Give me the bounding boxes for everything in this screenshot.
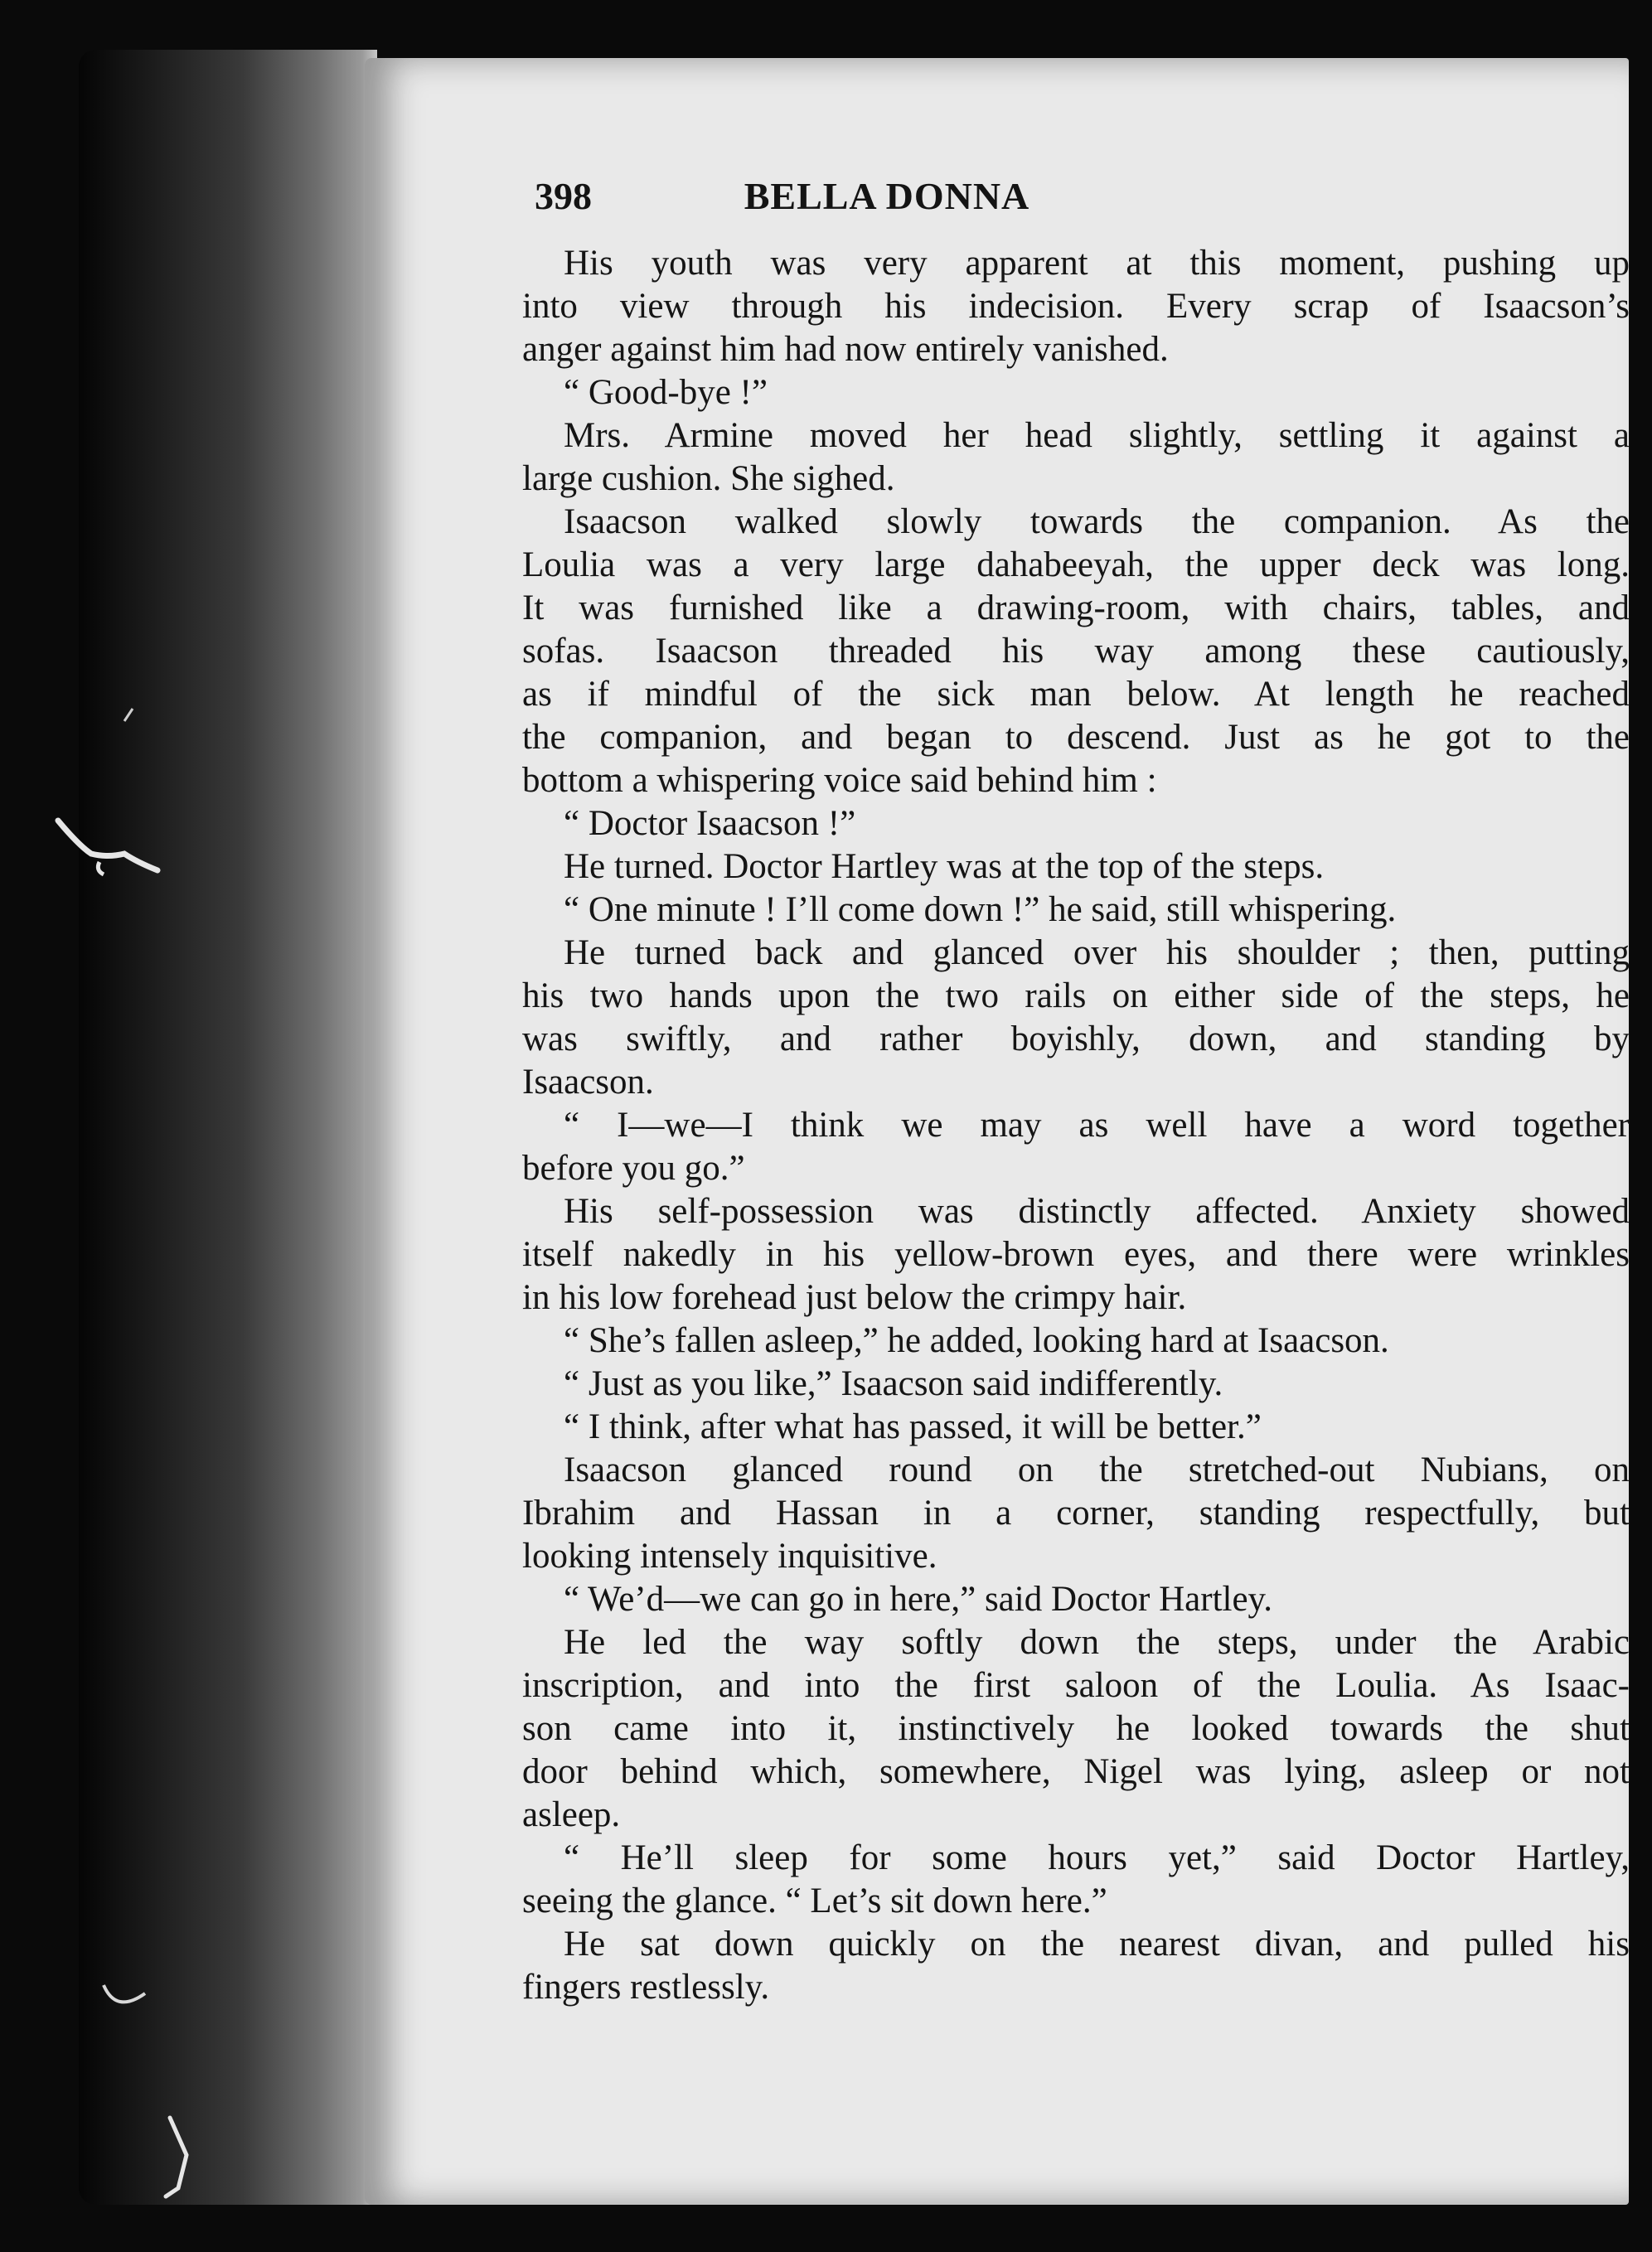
text-line: “ She’s fallen asleep,” he added, looking hard at Isaacson.: [564, 1321, 1389, 1360]
text-line: “ He’ll sleep for some hours yet,” said Doctor Hartley,: [564, 1838, 1630, 1877]
text-line: Isaacson.: [522, 1063, 654, 1102]
text-line: fingers restlessly.: [522, 1968, 770, 2007]
text-line: seeing the glance. “ Let’s sit down here.”: [522, 1882, 1107, 1920]
text-line: his two hands upon the two rails on either side of the steps, he: [522, 976, 1630, 1015]
text-line: bottom a whispering voice said behind him :: [522, 761, 1157, 800]
text-line: looking intensely inquisitive.: [522, 1537, 937, 1576]
text-line: inscription, and into the first saloon of the Loulia. As Isaac-: [522, 1666, 1630, 1705]
ink-smudge: [124, 709, 133, 721]
text-line: Isaacson glanced round on the stretched-out Nubians, on: [564, 1450, 1630, 1489]
text-line: “ I think, after what has passed, it will be better.”: [564, 1407, 1262, 1446]
ink-smudge: [104, 1985, 145, 2002]
text-line: He turned. Doctor Hartley was at the top of the steps.: [564, 847, 1325, 886]
running-title: BELLA DONNA: [744, 175, 1030, 217]
text-line: He sat down quickly on the nearest divan, and pulled his: [564, 1925, 1630, 1964]
text-line: sofas. Isaacson threaded his way among these cautiously,: [522, 632, 1630, 671]
text-line: the companion, and began to descend. Just as he got to the: [522, 718, 1630, 757]
text-line: “ Doctor Isaacson !”: [564, 804, 856, 843]
ink-smudge: [166, 2118, 187, 2196]
text-line: as if mindful of the sick man below. At length he reached: [522, 675, 1630, 714]
text-line: He turned back and glanced over his shoulder ; then, putting: [564, 933, 1630, 972]
text-line: Isaacson walked slowly towards the companion. As the: [564, 502, 1630, 541]
body-text: [522, 242, 1630, 2009]
text-line: Ibrahim and Hassan in a corner, standing respectfully, but: [522, 1494, 1630, 1533]
text-line: “ Good-bye !”: [564, 373, 768, 412]
text-line: son came into it, instinctively he looked towards the shut: [522, 1709, 1630, 1748]
text-line: “ We’d—we can go in here,” said Doctor Hartley.: [564, 1580, 1273, 1619]
text-line: His youth was very apparent at this moment, pushing up: [564, 244, 1630, 283]
text-line: It was furnished like a drawing-room, with chairs, tables, and: [522, 588, 1630, 627]
ink-smudge: [58, 821, 157, 870]
text-line: itself nakedly in his yellow-brown eyes, and there were wrinkles: [522, 1235, 1630, 1274]
text-line: “ Just as you like,” Isaacson said indifferently.: [564, 1364, 1223, 1403]
text-line: “ One minute ! I’ll come down !” he said, still whispering.: [564, 890, 1397, 929]
text-line: before you go.”: [522, 1149, 745, 1188]
text-line: in his low forehead just below the crimpy hair.: [522, 1278, 1187, 1317]
text-line: He led the way softly down the steps, under the Arabic: [564, 1623, 1630, 1662]
text-line: anger against him had now entirely vanished.: [522, 330, 1169, 369]
text-line: “ I—we—I think we may as well have a word together: [564, 1106, 1630, 1145]
text-line: into view through his indecision. Every scrap of Isaacson’s: [522, 287, 1630, 326]
text-line: large cushion. She sighed.: [522, 459, 895, 498]
page-number: 398: [535, 175, 592, 217]
text-line: asleep.: [522, 1795, 621, 1834]
text-line: Mrs. Armine moved her head slightly, settling it against a: [564, 416, 1630, 455]
text-line: was swiftly, and rather boyishly, down, and standing by: [522, 1019, 1630, 1058]
text-line: door behind which, somewhere, Nigel was lying, asleep or not: [522, 1752, 1630, 1791]
text-line: His self-possession was distinctly affected. Anxiety showed: [564, 1192, 1630, 1231]
ink-smudge: [98, 862, 104, 874]
page-header: [535, 174, 1239, 224]
text-line: Loulia was a very large dahabeeyah, the upper deck was long.: [522, 545, 1630, 584]
